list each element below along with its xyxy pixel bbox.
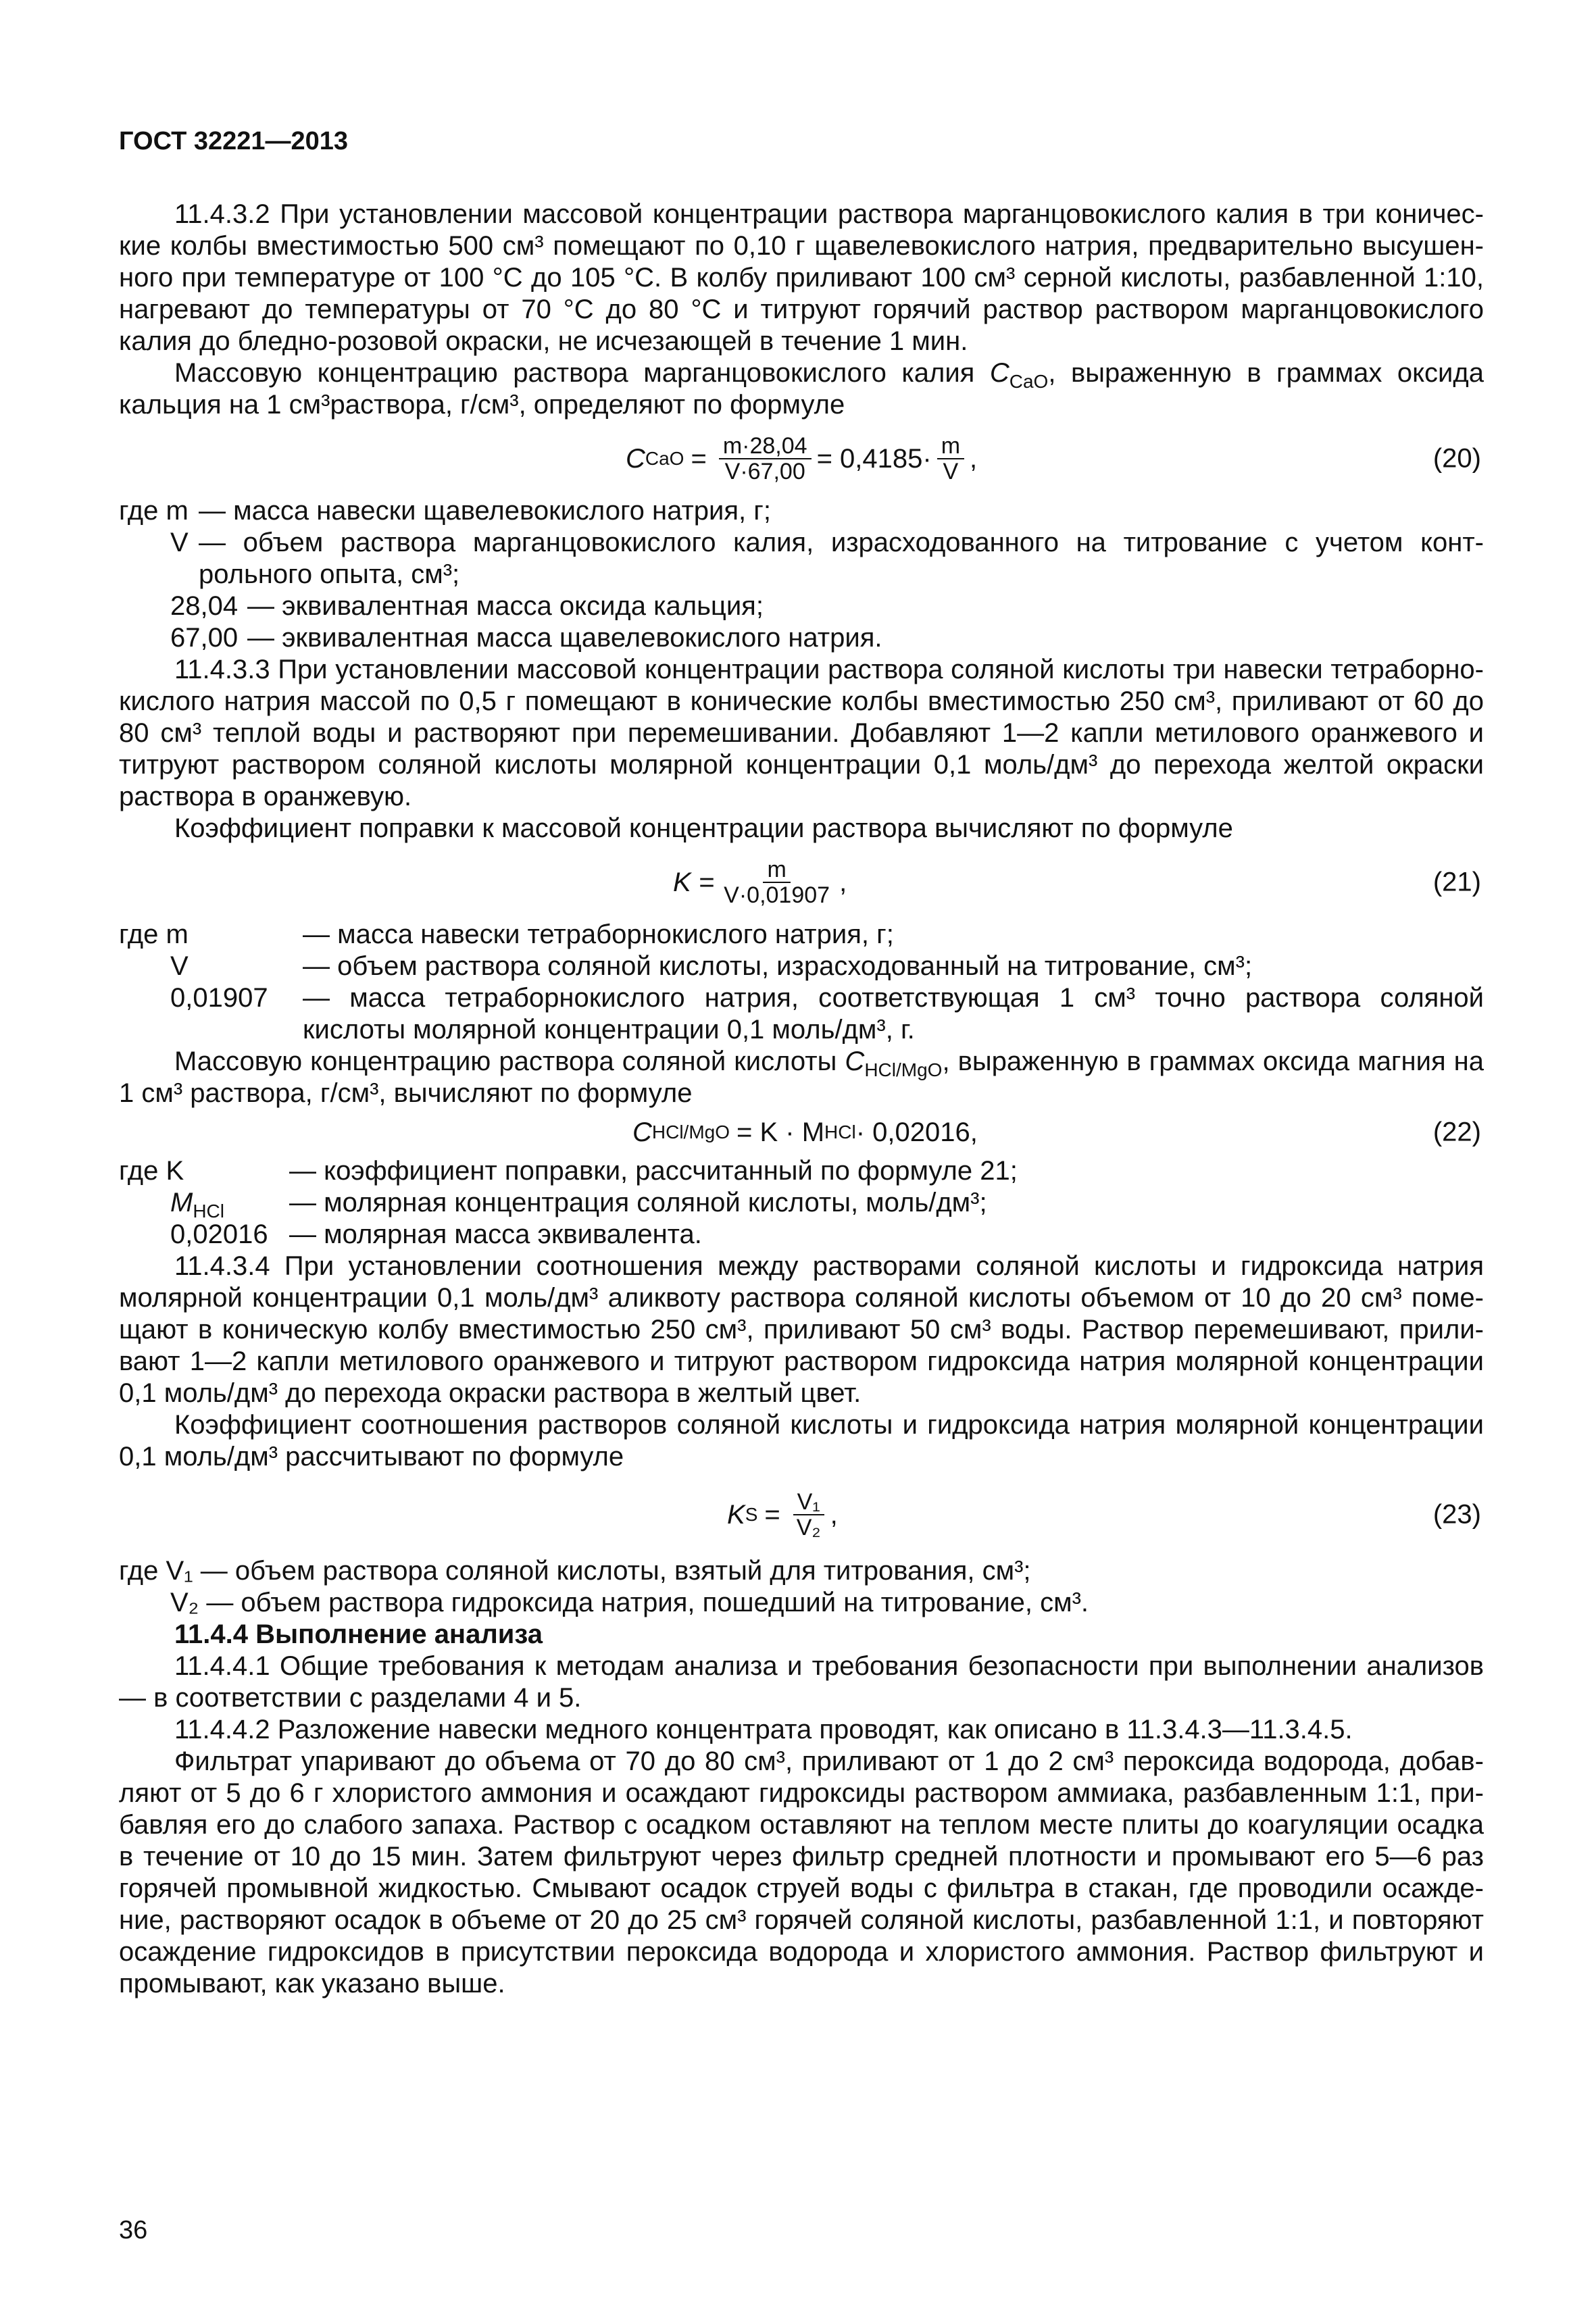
f21-tail: ,: [839, 867, 847, 897]
where-list-22: [119, 1155, 1484, 1251]
formula-22: [119, 1113, 1484, 1151]
f23-eq: =: [764, 1499, 780, 1530]
where-def: — эквивалентная масса щавелевокислого натрия.: [247, 623, 882, 653]
f20-num: m·28,04: [719, 434, 812, 459]
f23-den: V₂: [796, 1515, 821, 1540]
where-line: V₂ — объем раствора гидроксида натрия, пошедший на титрование, см³.: [170, 1588, 1089, 1617]
f22-rhs: = K · M: [737, 1117, 825, 1147]
label-var: M: [170, 1188, 193, 1217]
where-def: — эквивалентная масса оксида кальция;: [247, 591, 764, 621]
where-def: — масса тетраборнокислого натрия, соответствующая 1 см³ точно раствора соляной кислоты молярной концентрации 0,1 моль/дм³, г.: [303, 983, 1484, 1045]
formula-20-expression: C CaO = $\frac{m\cdot 28,04}{V\cdot 67,00}$ = 0,4185· $\frac{m}{V}$ ,: [626, 433, 978, 484]
document-body: [119, 199, 1484, 2000]
text: , выраженную в граммах оксида магния на 1 см³ раствора, г/см³, вычисляют по формуле: [119, 1047, 1485, 1108]
label-sub: HCl: [193, 1201, 224, 1222]
formula-23: [119, 1478, 1484, 1551]
paragraph-intro-f22: [119, 1046, 1484, 1109]
formula-21-number: (21): [1432, 867, 1481, 897]
paragraph-11-4-3-3: 11.4.3.3 При установлении массовой концентрации раствора соляной кислоты три навески тетраборно-кислого натрия массой по 0,5 г помещают в конические колбы вместимостью 250 см³, приливают от 60 до 80 см³ теплой воды и растворяют при перемешивании. Добавляют 1—2 капли метилового оранжевого и титруют раствором соляной кислоты молярной концентрации 0,1 моль/дм³ до перехода желтой окраски раствора в оранжевую.: [119, 655, 1484, 811]
text: Массовую концентрацию раствора соляной кислоты: [174, 1047, 845, 1076]
paragraph-11-4-4-1: 11.4.4.1 Общие требования к методам анализа и требования безопасности при выполнении анализов — в соответствии с разделами 4 и 5.: [119, 1651, 1484, 1713]
where-def: — коэффициент поправки, рассчитанный по формуле 21;: [289, 1156, 1018, 1186]
formula-22-number: (22): [1432, 1117, 1481, 1147]
where-list-21: [119, 919, 1484, 1046]
page-number: 36: [119, 2216, 148, 2244]
formula-21: [119, 850, 1484, 915]
paragraph-11-4-3-2: 11.4.3.2 При установлении массовой концентрации раствора марганцовокислого калия в три коничес-кие колбы вместимостью 500 см³ помещают по 0,10 г щавелевокислого натрия, предварительно высушен-ного при температуре от 100 °С до 105 °С. В колбу приливают 100 см³ серной кислоты, разбавленной 1:10, нагревают до температуры от 70 °С до 80 °С и титруют горячий раствор раствором марганцовокислого калия до бледно-розовой окраски, не исчезающей в течение 1 мин.: [119, 199, 1484, 356]
f20-mid: = 0,4185·: [816, 443, 932, 474]
formula-23-expression: K S = $\frac{\text{V₁}}{\text{V₂}}$ ,: [727, 1489, 838, 1540]
f20-eq: =: [691, 443, 707, 474]
f21-fraction: [720, 857, 834, 907]
formula-21-expression: [673, 850, 847, 915]
sub: HCl/MgO: [864, 1059, 943, 1080]
f20-fraction-2: [937, 434, 964, 484]
paragraph-intro-f23: Коэффициент соотношения растворов соляной кислоты и гидроксида натрия молярной концентрации 0,1 моль/дм³ рассчитывают по формуле: [119, 1410, 1484, 1472]
paragraph-intro-f21: Коэффициент поправки к массовой концентрации раствора вычисляют по формуле: [174, 813, 1233, 843]
document-header: ГОСТ 32221—2013: [119, 127, 349, 155]
where-label: 28,04: [170, 591, 239, 621]
f23-lhs: K: [727, 1499, 745, 1530]
paragraph-11-4-3-4: 11.4.3.4 При установлении соотношения между растворами соляной кислоты и гидроксида натрия молярной концентрации 0,1 моль/дм³ аликвоту раствора соляной кислоты объемом от 10 до 20 см³ поме-щают в коническую колбу вместимостью 250 см³, приливают 50 см³ воды. Раствор перемешивают, прили-вают 1—2 капли метилового оранжевого и титруют раствором гидроксида натрия молярной концентрации 0,1 моль/дм³ до перехода окраски раствора в желтый цвет.: [119, 1251, 1484, 1408]
formula-23-number: (23): [1432, 1499, 1481, 1530]
f20-tail: ,: [970, 443, 978, 474]
f22-rhs2: · 0,02016,: [855, 1117, 978, 1147]
where-label: 67,00: [170, 623, 239, 653]
var: C: [989, 358, 1009, 388]
f20-den2: V: [943, 459, 959, 484]
where-label: где m: [119, 920, 189, 949]
text: , выраженную в граммах оксида кальция на 1 см³раствора, г/см³, определяют по формуле: [119, 358, 1484, 420]
f21-lhs: K =: [673, 867, 715, 897]
where-def: — масса навески щавелевокислого натрия, г;: [199, 496, 771, 526]
f20-fraction-1: [719, 434, 812, 484]
text: Массовую концентрацию раствора марганцовокислого калия: [174, 358, 990, 388]
var: C: [845, 1047, 865, 1076]
paragraph-intro-f20: [119, 357, 1484, 421]
paragraph-11-4-4-2: 11.4.4.2 Разложение навески медного концентрата проводят, как описано в 11.3.4.3—11.3.4.5.: [174, 1715, 1353, 1744]
where-list-20b: [119, 590, 1484, 654]
f21-num: m: [763, 857, 790, 883]
formula-20: [119, 426, 1484, 491]
f23-num: V₁: [793, 1490, 824, 1515]
f23-fraction: [793, 1490, 825, 1540]
f20-num2: m: [937, 434, 964, 459]
f20-den: V·67,00: [724, 459, 805, 484]
where-def: — объем раствора соляной кислоты, израсходованный на титрование, см³;: [303, 951, 1253, 981]
where-label: где K: [119, 1156, 184, 1186]
where-label: V: [170, 951, 189, 981]
where-label: 0,01907: [170, 983, 268, 1013]
where-list-20: [119, 495, 1484, 590]
where-label: где m: [119, 496, 189, 526]
where-label: [119, 1187, 289, 1222]
f21-den: V·0,01907: [724, 882, 830, 908]
where-def: — масса навески тетраборнокислого натрия, г;: [303, 920, 894, 949]
where-line: где V₁ — объем раствора соляной кислоты, взятый для титрования, см³;: [119, 1556, 1031, 1586]
sub: CaO: [1009, 371, 1049, 392]
where-label: V: [170, 528, 189, 557]
f22-lhs: C: [632, 1117, 652, 1147]
where-label: 0,02016: [170, 1219, 268, 1249]
f20-lhs: C: [626, 443, 645, 474]
paragraph-filtrate: Фильтрат упаривают до объема от 70 до 80 см³, приливают от 1 до 2 см³ пероксида водорода, добав-ляют от 5 до 6 г хлористого аммония и осаждают гидроксиды раствором аммиака, разбавленным 1:1, при-бавляя его до слабого запаха. Раствор с осадком оставляют на теплом месте плиты до коагуляции осадка в течение от 10 до 15 мин. Затем фильтруют через фильтр средней плотности и промывают его 5—6 раз горячей промывной жидкостью. Смывают осадок струей воды с фильтра в стакан, где проводили осажде-ние, растворяют осадок в объеме от 20 до 25 см³ горячей соляной кислоты, разбавленной 1:1, и повторяют осаждение гидроксидов в присутствии пероксида водорода и хлористого аммония. Раствор фильтруют и промывают, как указано выше.: [119, 1746, 1484, 1998]
f23-tail: ,: [830, 1499, 838, 1530]
where-def: — молярная масса эквивалента.: [289, 1219, 702, 1249]
where-def: — молярная концентрация соляной кислоты, моль/дм³;: [289, 1188, 987, 1217]
formula-20-number: (20): [1432, 443, 1481, 474]
where-def: — объем раствора марганцовокислого калия, израсходованного на титрование с учетом конт-рольного опыта, см³;: [199, 528, 1484, 589]
section-heading-11-4-4: 11.4.4 Выполнение анализа: [174, 1619, 543, 1649]
formula-22-expression: C HCl/MgO = K · M HCl · 0,02016,: [632, 1117, 978, 1147]
where-list-23: [119, 1555, 1484, 1619]
